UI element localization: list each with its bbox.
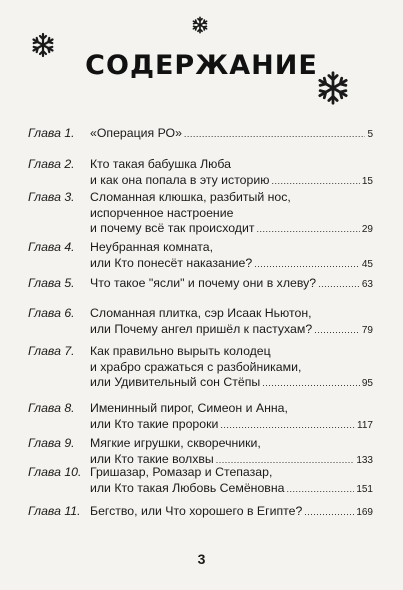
chapter-label: Глава 7. — [28, 344, 75, 358]
chapter-title-last-line — [90, 173, 373, 190]
chapter-title — [90, 157, 373, 189]
toc-page-number: 117 — [357, 419, 373, 431]
chapter-title-last-line — [90, 276, 373, 293]
toc-page-number: 45 — [361, 258, 373, 270]
chapter-label: Глава 6. — [28, 306, 75, 320]
chapter-title-line: или Кто такие волхвы — [90, 451, 214, 466]
chapter-title-line: Именинный пирог, Симеон и Анна, — [90, 401, 288, 415]
chapter-title — [90, 344, 373, 392]
leader-dots — [318, 276, 360, 293]
chapter-label: Глава 2. — [28, 157, 75, 171]
leader-dots — [304, 504, 354, 521]
toc-page-number: 5 — [367, 129, 373, 140]
toc-page-number: 133 — [356, 454, 373, 466]
chapter-title — [90, 465, 373, 497]
leader-dots — [220, 417, 355, 434]
toc-page-number: 151 — [356, 483, 373, 495]
chapter-title-last-line — [90, 126, 373, 143]
chapter-title — [90, 401, 373, 433]
chapter-title — [90, 436, 373, 468]
chapter-title-line: или Кто такие пророки — [90, 416, 219, 431]
chapter-title — [90, 240, 373, 272]
chapter-title — [90, 126, 373, 143]
chapter-title-line: Бегство, или Что хорошего в Египте? — [90, 504, 303, 518]
chapter-label: Глава 3. — [28, 190, 75, 204]
toc-page-number: 63 — [361, 279, 373, 290]
chapter-title-line: Неубранная комната, — [90, 240, 214, 254]
toc-page-number: 169 — [356, 507, 373, 518]
chapter-title-line: и почему всё так происходит — [90, 221, 255, 235]
page-number: 3 — [197, 551, 206, 567]
chapter-title-line: Что такое "ясли" и почему они в хлеву? — [90, 276, 317, 290]
leader-dots — [314, 322, 360, 339]
chapter-title-line: или Кто понесёт наказание? — [90, 255, 253, 270]
toc-page-number: 29 — [361, 224, 373, 235]
chapter-title-last-line — [90, 322, 373, 339]
chapter-title-line: Сломанная клюшка, разбитый нос, — [90, 190, 291, 204]
chapter-title — [90, 504, 373, 521]
chapter-title-last-line — [90, 504, 373, 521]
chapter-title-last-line — [90, 221, 373, 238]
leader-dots — [286, 481, 354, 498]
leader-dots — [271, 173, 359, 190]
leader-dots — [256, 221, 359, 238]
chapter-label: Глава 5. — [28, 276, 75, 290]
chapter-title-line: испорченное настроение — [90, 205, 234, 220]
chapter-title-line: или Кто такая Любовь Семёновна — [90, 480, 285, 495]
leader-dots — [184, 126, 366, 143]
chapter-title-line: «Операция РО» — [90, 126, 182, 140]
chapter-title — [90, 190, 373, 238]
chapter-title — [90, 276, 373, 293]
chapter-title-line: и храбро сражаться с разбойниками, — [90, 359, 302, 374]
toc-page-number: 95 — [361, 378, 373, 389]
chapter-title-last-line — [90, 256, 373, 273]
chapter-label: Глава 8. — [28, 401, 75, 415]
chapter-title-last-line — [90, 481, 373, 498]
chapter-title — [90, 306, 373, 338]
chapter-title-line: Кто такая бабушка Люба — [90, 157, 231, 171]
chapter-title-last-line — [90, 375, 373, 392]
chapter-title-line: и как она попала в эту историю — [90, 172, 270, 187]
chapter-title-line: Сломанная плитка, сэр Исаак Ньютон, — [90, 306, 312, 320]
chapter-title-last-line — [90, 417, 373, 434]
chapter-label: Глава 9. — [28, 436, 75, 450]
toc-page-number: 15 — [361, 175, 373, 187]
snowflake-icon — [191, 16, 209, 34]
leader-dots — [262, 375, 360, 392]
chapter-title-line: Мягкие игрушки, скворечники, — [90, 436, 261, 450]
chapter-title-line: Как правильно вырыть колодец — [90, 344, 271, 358]
page-title: СОДЕРЖАНИЕ — [85, 50, 318, 81]
chapter-title-line: или Удивительный сон Стёпы — [90, 375, 261, 389]
chapter-label: Глава 1. — [28, 126, 75, 140]
chapter-title-line: Гришазар, Ромазар и Степазар, — [90, 465, 273, 479]
chapter-label: Глава 4. — [28, 240, 75, 254]
chapter-label: Глава 11. — [28, 504, 81, 518]
chapter-label: Глава 10. — [28, 465, 82, 479]
leader-dots — [254, 256, 360, 273]
toc-page-number: 79 — [361, 324, 373, 336]
chapter-title-line: или Почему ангел пришёл к пастухам? — [90, 321, 313, 336]
